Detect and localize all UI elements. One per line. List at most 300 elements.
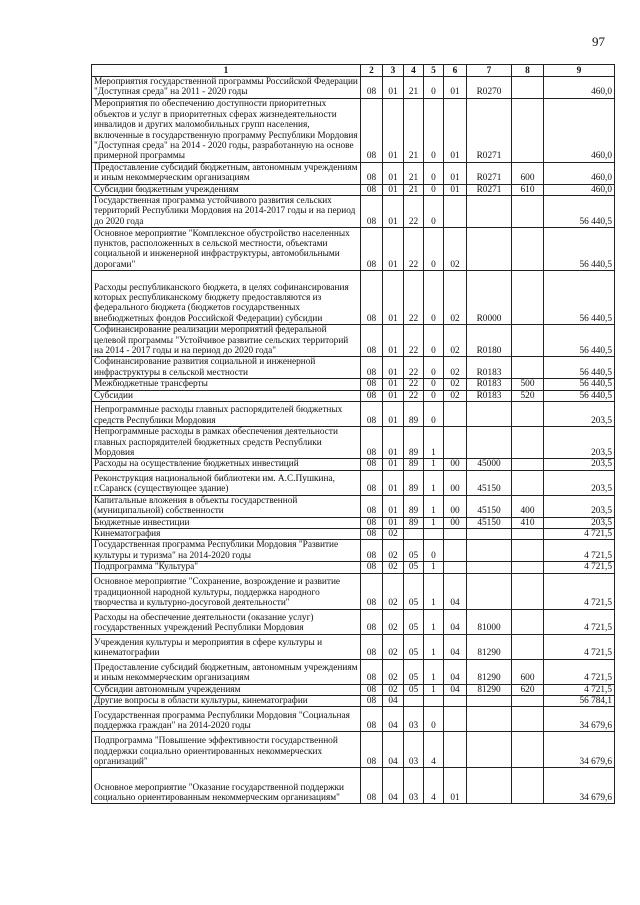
amount-cell: 203,5 bbox=[544, 517, 615, 528]
table-row bbox=[92, 573, 615, 609]
table-row bbox=[92, 98, 615, 162]
expense-type-code-cell bbox=[512, 573, 544, 609]
expense-type-code-cell bbox=[512, 634, 544, 659]
subsection-code-cell: 01 bbox=[383, 427, 404, 459]
subsection-code-cell: 01 bbox=[383, 402, 404, 427]
section-code-cell: 08 bbox=[361, 228, 383, 271]
amount-cell: 56 440,5 bbox=[544, 379, 615, 390]
program-code-cell: 03 bbox=[404, 732, 424, 768]
subsection-code-cell: 01 bbox=[383, 184, 404, 195]
row-name-cell: Капитальные вложения в объекты государственной (муниципальной) собственности bbox=[92, 495, 361, 517]
expense-type-code-cell bbox=[512, 325, 544, 357]
row-name-cell: Предоставление субсидий бюджетным, автономным учреждениям и иным некоммерческим организациям bbox=[92, 162, 361, 184]
amount-cell: 203,5 bbox=[544, 470, 615, 495]
header-row bbox=[92, 65, 615, 77]
program-code-cell: 21 bbox=[404, 77, 424, 99]
row-name-cell: Основное мероприятие "Оказание государственной поддержки социально ориентированным некоммерческим организациям" bbox=[92, 768, 361, 804]
section-code-cell: 08 bbox=[361, 659, 383, 684]
column-header: 9 bbox=[544, 65, 615, 77]
measure-code-cell: 02 bbox=[444, 357, 467, 379]
program-code-cell: 89 bbox=[404, 402, 424, 427]
subsection-code-cell: 01 bbox=[383, 196, 404, 228]
expense-type-code-cell: 400 bbox=[512, 495, 544, 517]
amount-cell: 203,5 bbox=[544, 495, 615, 517]
section-code-cell: 08 bbox=[361, 184, 383, 195]
expense-type-code-cell: 620 bbox=[512, 684, 544, 695]
section-code-cell: 08 bbox=[361, 459, 383, 470]
amount-cell: 460,0 bbox=[544, 184, 615, 195]
subprogram-code-cell: 0 bbox=[424, 402, 444, 427]
subprogram-code-cell: 1 bbox=[424, 517, 444, 528]
amount-cell: 56 440,5 bbox=[544, 228, 615, 271]
row-name-cell: Межбюджетные трансферты bbox=[92, 379, 361, 390]
table-row bbox=[92, 379, 615, 390]
subprogram-code-cell: 4 bbox=[424, 768, 444, 804]
measure-code-cell: 00 bbox=[444, 495, 467, 517]
direction-code-cell bbox=[467, 427, 512, 459]
expense-type-code-cell bbox=[512, 695, 544, 706]
amount-cell: 34 679,6 bbox=[544, 707, 615, 732]
measure-code-cell: 01 bbox=[444, 184, 467, 195]
measure-code-cell bbox=[444, 732, 467, 768]
program-code-cell: 89 bbox=[404, 427, 424, 459]
table-row bbox=[92, 390, 615, 401]
table-row bbox=[92, 196, 615, 228]
amount-cell: 203,5 bbox=[544, 427, 615, 459]
direction-code-cell: 45150 bbox=[467, 495, 512, 517]
section-code-cell: 08 bbox=[361, 402, 383, 427]
amount-cell: 4 721,5 bbox=[544, 634, 615, 659]
subsection-code-cell: 01 bbox=[383, 390, 404, 401]
table-row bbox=[92, 495, 615, 517]
amount-cell: 203,5 bbox=[544, 459, 615, 470]
subprogram-code-cell: 1 bbox=[424, 609, 444, 634]
table-row bbox=[92, 184, 615, 195]
column-header: 2 bbox=[361, 65, 383, 77]
amount-cell: 4 721,5 bbox=[544, 562, 615, 573]
subprogram-code-cell: 0 bbox=[424, 271, 444, 325]
subsection-code-cell: 01 bbox=[383, 470, 404, 495]
direction-code-cell: R0271 bbox=[467, 98, 512, 162]
table-row bbox=[92, 609, 615, 634]
row-name-cell: Непрограммные расходы в рамках обеспечения деятельности главных распорядителей бюджетных средств Республики Мордовия bbox=[92, 427, 361, 459]
program-code-cell: 03 bbox=[404, 768, 424, 804]
table-row bbox=[92, 540, 615, 562]
program-code-cell: 22 bbox=[404, 228, 424, 271]
subprogram-code-cell: 0 bbox=[424, 196, 444, 228]
program-code-cell bbox=[404, 695, 424, 706]
page-number: 97 bbox=[592, 34, 605, 49]
subsection-code-cell: 01 bbox=[383, 517, 404, 528]
row-name-cell: Расходы на осуществление бюджетных инвестиций bbox=[92, 459, 361, 470]
expense-type-code-cell bbox=[512, 77, 544, 99]
program-code-cell: 03 bbox=[404, 707, 424, 732]
direction-code-cell bbox=[467, 528, 512, 539]
expense-type-code-cell bbox=[512, 427, 544, 459]
row-name-cell: Кинематография bbox=[92, 528, 361, 539]
measure-code-cell bbox=[444, 562, 467, 573]
program-code-cell: 22 bbox=[404, 390, 424, 401]
table-row bbox=[92, 634, 615, 659]
direction-code-cell: 45150 bbox=[467, 470, 512, 495]
direction-code-cell bbox=[467, 732, 512, 768]
section-code-cell: 08 bbox=[361, 271, 383, 325]
section-code-cell: 08 bbox=[361, 77, 383, 99]
section-code-cell: 08 bbox=[361, 609, 383, 634]
row-name-cell: Подпрограмма "Повышение эффективности государственной поддержки социально ориентированных некоммерческих организаций" bbox=[92, 732, 361, 768]
subprogram-code-cell: 0 bbox=[424, 77, 444, 99]
measure-code-cell bbox=[444, 540, 467, 562]
table-row bbox=[92, 659, 615, 684]
subprogram-code-cell: 1 bbox=[424, 459, 444, 470]
table-row bbox=[92, 459, 615, 470]
column-header: 3 bbox=[383, 65, 404, 77]
row-name-cell: Государственная программа Республики Мордовия "Развитие культуры и туризма" на 2014-2020 годы bbox=[92, 540, 361, 562]
table-row bbox=[92, 470, 615, 495]
program-code-cell: 05 bbox=[404, 573, 424, 609]
subprogram-code-cell: 0 bbox=[424, 357, 444, 379]
direction-code-cell bbox=[467, 707, 512, 732]
program-code-cell: 21 bbox=[404, 184, 424, 195]
table-row bbox=[92, 357, 615, 379]
measure-code-cell: 02 bbox=[444, 390, 467, 401]
subprogram-code-cell: 1 bbox=[424, 684, 444, 695]
subprogram-code-cell: 1 bbox=[424, 495, 444, 517]
subprogram-code-cell: 0 bbox=[424, 162, 444, 184]
subprogram-code-cell: 1 bbox=[424, 427, 444, 459]
expense-type-code-cell: 600 bbox=[512, 162, 544, 184]
measure-code-cell bbox=[444, 528, 467, 539]
measure-code-cell: 01 bbox=[444, 77, 467, 99]
subsection-code-cell: 01 bbox=[383, 228, 404, 271]
measure-code-cell: 00 bbox=[444, 459, 467, 470]
measure-code-cell: 04 bbox=[444, 573, 467, 609]
direction-code-cell: R0183 bbox=[467, 379, 512, 390]
subprogram-code-cell: 0 bbox=[424, 228, 444, 271]
subsection-code-cell: 04 bbox=[383, 732, 404, 768]
section-code-cell: 08 bbox=[361, 162, 383, 184]
subsection-code-cell: 02 bbox=[383, 609, 404, 634]
section-code-cell: 08 bbox=[361, 684, 383, 695]
table-row bbox=[92, 402, 615, 427]
program-code-cell: 89 bbox=[404, 459, 424, 470]
direction-code-cell: R0270 bbox=[467, 77, 512, 99]
table-row bbox=[92, 517, 615, 528]
amount-cell: 56 440,5 bbox=[544, 325, 615, 357]
subprogram-code-cell: 1 bbox=[424, 634, 444, 659]
expense-type-code-cell bbox=[512, 228, 544, 271]
column-header: 5 bbox=[424, 65, 444, 77]
program-code-cell: 22 bbox=[404, 271, 424, 325]
subprogram-code-cell bbox=[424, 528, 444, 539]
section-code-cell: 08 bbox=[361, 357, 383, 379]
subsection-code-cell: 02 bbox=[383, 540, 404, 562]
column-header: 8 bbox=[512, 65, 544, 77]
direction-code-cell bbox=[467, 196, 512, 228]
direction-code-cell bbox=[467, 768, 512, 804]
expense-type-code-cell bbox=[512, 732, 544, 768]
expense-type-code-cell: 520 bbox=[512, 390, 544, 401]
subsection-code-cell: 02 bbox=[383, 659, 404, 684]
table-row bbox=[92, 707, 615, 732]
row-name-cell: Учреждения культуры и мероприятия в сфере культуры и кинематографии bbox=[92, 634, 361, 659]
subprogram-code-cell: 0 bbox=[424, 540, 444, 562]
expense-type-code-cell bbox=[512, 271, 544, 325]
table-row bbox=[92, 695, 615, 706]
subsection-code-cell: 01 bbox=[383, 77, 404, 99]
measure-code-cell: 02 bbox=[444, 325, 467, 357]
subsection-code-cell: 02 bbox=[383, 573, 404, 609]
program-code-cell: 05 bbox=[404, 659, 424, 684]
expense-type-code-cell: 500 bbox=[512, 379, 544, 390]
program-code-cell: 05 bbox=[404, 684, 424, 695]
section-code-cell: 08 bbox=[361, 768, 383, 804]
subsection-code-cell: 04 bbox=[383, 707, 404, 732]
section-code-cell: 08 bbox=[361, 390, 383, 401]
direction-code-cell bbox=[467, 695, 512, 706]
table-row bbox=[92, 562, 615, 573]
measure-code-cell bbox=[444, 402, 467, 427]
subprogram-code-cell: 0 bbox=[424, 390, 444, 401]
row-name-cell: Основное мероприятие "Сохранение, возрождение и развитие традиционной народной культуры, поддержка народного творчества и культурно-досуговой деятельности" bbox=[92, 573, 361, 609]
row-name-cell: Бюджетные инвестиции bbox=[92, 517, 361, 528]
direction-code-cell bbox=[467, 573, 512, 609]
direction-code-cell: R0271 bbox=[467, 162, 512, 184]
amount-cell: 4 721,5 bbox=[544, 659, 615, 684]
budget-table bbox=[91, 64, 615, 804]
row-name-cell: Расходы на обеспечение деятельности (оказание услуг) государственных учреждений Республики Мордовия bbox=[92, 609, 361, 634]
subsection-code-cell: 01 bbox=[383, 379, 404, 390]
measure-code-cell bbox=[444, 695, 467, 706]
table-row bbox=[92, 528, 615, 539]
expense-type-code-cell bbox=[512, 609, 544, 634]
amount-cell: 460,0 bbox=[544, 98, 615, 162]
amount-cell: 4 721,5 bbox=[544, 609, 615, 634]
amount-cell: 4 721,5 bbox=[544, 573, 615, 609]
section-code-cell: 08 bbox=[361, 325, 383, 357]
row-name-cell: Субсидии bbox=[92, 390, 361, 401]
subsection-code-cell: 01 bbox=[383, 495, 404, 517]
expense-type-code-cell bbox=[512, 528, 544, 539]
subprogram-code-cell: 0 bbox=[424, 325, 444, 357]
expense-type-code-cell bbox=[512, 540, 544, 562]
measure-code-cell: 00 bbox=[444, 517, 467, 528]
section-code-cell: 08 bbox=[361, 98, 383, 162]
column-header: 4 bbox=[404, 65, 424, 77]
measure-code-cell: 01 bbox=[444, 98, 467, 162]
measure-code-cell: 02 bbox=[444, 379, 467, 390]
expense-type-code-cell: 410 bbox=[512, 517, 544, 528]
program-code-cell: 22 bbox=[404, 196, 424, 228]
section-code-cell: 08 bbox=[361, 379, 383, 390]
subprogram-code-cell: 0 bbox=[424, 184, 444, 195]
direction-code-cell: 81290 bbox=[467, 634, 512, 659]
direction-code-cell bbox=[467, 562, 512, 573]
program-code-cell: 89 bbox=[404, 470, 424, 495]
subprogram-code-cell: 1 bbox=[424, 659, 444, 684]
section-code-cell: 08 bbox=[361, 573, 383, 609]
measure-code-cell bbox=[444, 427, 467, 459]
subsection-code-cell: 02 bbox=[383, 634, 404, 659]
subsection-code-cell: 01 bbox=[383, 162, 404, 184]
subsection-code-cell: 01 bbox=[383, 271, 404, 325]
direction-code-cell: R0271 bbox=[467, 184, 512, 195]
program-code-cell: 05 bbox=[404, 634, 424, 659]
expense-type-code-cell bbox=[512, 562, 544, 573]
expense-type-code-cell bbox=[512, 707, 544, 732]
row-name-cell: Другие вопросы в области культуры, кинематографии bbox=[92, 695, 361, 706]
subsection-code-cell: 01 bbox=[383, 459, 404, 470]
table-row bbox=[92, 732, 615, 768]
direction-code-cell: R0183 bbox=[467, 357, 512, 379]
subprogram-code-cell: 4 bbox=[424, 732, 444, 768]
amount-cell: 4 721,5 bbox=[544, 684, 615, 695]
expense-type-code-cell bbox=[512, 357, 544, 379]
row-name-cell: Государственная программа Республики Мордовия "Социальная поддержка граждан" на 2014-2020 годы bbox=[92, 707, 361, 732]
section-code-cell: 08 bbox=[361, 495, 383, 517]
section-code-cell: 08 bbox=[361, 528, 383, 539]
table-row bbox=[92, 768, 615, 804]
amount-cell: 460,0 bbox=[544, 77, 615, 99]
expense-type-code-cell bbox=[512, 402, 544, 427]
subsection-code-cell: 02 bbox=[383, 562, 404, 573]
measure-code-cell: 00 bbox=[444, 470, 467, 495]
table-row bbox=[92, 684, 615, 695]
row-name-cell: Софинансирование реализации мероприятий федеральной целевой программы "Устойчивое развитие сельских территорий на 2014 - 2017 годы и на период до 2020 года" bbox=[92, 325, 361, 357]
table-row bbox=[92, 228, 615, 271]
section-code-cell: 08 bbox=[361, 695, 383, 706]
subsection-code-cell: 02 bbox=[383, 528, 404, 539]
column-header: 7 bbox=[467, 65, 512, 77]
program-code-cell: 05 bbox=[404, 562, 424, 573]
measure-code-cell: 01 bbox=[444, 768, 467, 804]
section-code-cell: 08 bbox=[361, 634, 383, 659]
program-code-cell: 22 bbox=[404, 357, 424, 379]
row-name-cell: Мероприятия государственной программы Российской Федерации "Доступная среда" на 2011 - 2020 годы bbox=[92, 77, 361, 99]
amount-cell: 56 440,5 bbox=[544, 357, 615, 379]
program-code-cell: 05 bbox=[404, 609, 424, 634]
row-name-cell: Реконструкция национальной библиотеки им. А.С.Пушкина, г.Саранск (существующее здание) bbox=[92, 470, 361, 495]
direction-code-cell bbox=[467, 402, 512, 427]
expense-type-code-cell: 600 bbox=[512, 659, 544, 684]
row-name-cell: Государственная программа устойчивого развития сельских территорий Республики Мордовия на 2014-2017 годы и на период до 2020 года bbox=[92, 196, 361, 228]
subsection-code-cell: 04 bbox=[383, 768, 404, 804]
amount-cell: 56 440,5 bbox=[544, 196, 615, 228]
row-name-cell: Субсидии бюджетным учреждениям bbox=[92, 184, 361, 195]
amount-cell: 56 784,1 bbox=[544, 695, 615, 706]
measure-code-cell: 04 bbox=[444, 659, 467, 684]
table-row bbox=[92, 325, 615, 357]
subprogram-code-cell: 0 bbox=[424, 379, 444, 390]
amount-cell: 34 679,6 bbox=[544, 768, 615, 804]
section-code-cell: 08 bbox=[361, 427, 383, 459]
subsection-code-cell: 04 bbox=[383, 695, 404, 706]
direction-code-cell: R0000 bbox=[467, 271, 512, 325]
subprogram-code-cell: 1 bbox=[424, 562, 444, 573]
section-code-cell: 08 bbox=[361, 470, 383, 495]
expense-type-code-cell bbox=[512, 196, 544, 228]
program-code-cell: 89 bbox=[404, 495, 424, 517]
row-name-cell: Мероприятия по обеспечению доступности приоритетных объектов и услуг в приоритетных сферах жизнедеятельности инвалидов и других маломобильных групп населения, включенные в государственную программу Республики Мордовия "Доступная среда" на 2014 - 2020 годы, разработанную на основе примерной программы bbox=[92, 98, 361, 162]
direction-code-cell bbox=[467, 228, 512, 271]
amount-cell: 4 721,5 bbox=[544, 540, 615, 562]
section-code-cell: 08 bbox=[361, 196, 383, 228]
program-code-cell: 21 bbox=[404, 98, 424, 162]
row-name-cell: Непрограммные расходы главных распорядителей бюджетных средств Республики Мордовия bbox=[92, 402, 361, 427]
table-row bbox=[92, 77, 615, 99]
direction-code-cell: 81290 bbox=[467, 684, 512, 695]
amount-cell: 56 440,5 bbox=[544, 390, 615, 401]
row-name-cell: Расходы республиканского бюджета, в целях софинансирования которых республиканскому бюджету предоставляются из федерального бюджета (бюджетов государственных внебюджетных фондов Российской Федерации) субсидии bbox=[92, 271, 361, 325]
section-code-cell: 08 bbox=[361, 562, 383, 573]
measure-code-cell: 04 bbox=[444, 684, 467, 695]
row-name-cell: Субсидии автономным учреждениям bbox=[92, 684, 361, 695]
program-code-cell: 22 bbox=[404, 379, 424, 390]
expense-type-code-cell bbox=[512, 98, 544, 162]
column-header: 6 bbox=[444, 65, 467, 77]
measure-code-cell: 02 bbox=[444, 271, 467, 325]
subsection-code-cell: 01 bbox=[383, 357, 404, 379]
amount-cell: 203,5 bbox=[544, 402, 615, 427]
expense-type-code-cell: 610 bbox=[512, 184, 544, 195]
direction-code-cell: R0183 bbox=[467, 390, 512, 401]
amount-cell: 4 721,5 bbox=[544, 528, 615, 539]
direction-code-cell: 45150 bbox=[467, 517, 512, 528]
row-name-cell: Подпрограмма "Культура" bbox=[92, 562, 361, 573]
section-code-cell: 08 bbox=[361, 517, 383, 528]
expense-type-code-cell bbox=[512, 470, 544, 495]
subprogram-code-cell: 1 bbox=[424, 470, 444, 495]
measure-code-cell: 04 bbox=[444, 634, 467, 659]
row-name-cell: Предоставление субсидий бюджетным, автономным учреждениям и иным некоммерческим организациям bbox=[92, 659, 361, 684]
subprogram-code-cell: 0 bbox=[424, 98, 444, 162]
section-code-cell: 08 bbox=[361, 540, 383, 562]
column-header: 1 bbox=[92, 65, 361, 77]
subprogram-code-cell: 1 bbox=[424, 573, 444, 609]
section-code-cell: 08 bbox=[361, 707, 383, 732]
program-code-cell: 05 bbox=[404, 540, 424, 562]
subsection-code-cell: 01 bbox=[383, 325, 404, 357]
subsection-code-cell: 02 bbox=[383, 684, 404, 695]
direction-code-cell: 81000 bbox=[467, 609, 512, 634]
amount-cell: 56 440,5 bbox=[544, 271, 615, 325]
amount-cell: 34 679,6 bbox=[544, 732, 615, 768]
measure-code-cell bbox=[444, 196, 467, 228]
expense-type-code-cell bbox=[512, 459, 544, 470]
measure-code-cell: 01 bbox=[444, 162, 467, 184]
direction-code-cell: 81290 bbox=[467, 659, 512, 684]
measure-code-cell: 04 bbox=[444, 609, 467, 634]
measure-code-cell: 02 bbox=[444, 228, 467, 271]
direction-code-cell: R0180 bbox=[467, 325, 512, 357]
direction-code-cell: 45000 bbox=[467, 459, 512, 470]
subprogram-code-cell: 0 bbox=[424, 707, 444, 732]
table-row bbox=[92, 271, 615, 325]
program-code-cell: 89 bbox=[404, 517, 424, 528]
row-name-cell: Основное мероприятие "Комплексное обустройство населенных пунктов, расположенных в сельской местности, объектами социальной и инженерной инфраструктуры, автомобильными дорогами" bbox=[92, 228, 361, 271]
amount-cell: 460,0 bbox=[544, 162, 615, 184]
program-code-cell: 21 bbox=[404, 162, 424, 184]
table-row bbox=[92, 427, 615, 459]
program-code-cell: 22 bbox=[404, 325, 424, 357]
table-row bbox=[92, 162, 615, 184]
measure-code-cell bbox=[444, 707, 467, 732]
section-code-cell: 08 bbox=[361, 732, 383, 768]
subprogram-code-cell bbox=[424, 695, 444, 706]
direction-code-cell bbox=[467, 540, 512, 562]
expense-type-code-cell bbox=[512, 768, 544, 804]
subsection-code-cell: 01 bbox=[383, 98, 404, 162]
